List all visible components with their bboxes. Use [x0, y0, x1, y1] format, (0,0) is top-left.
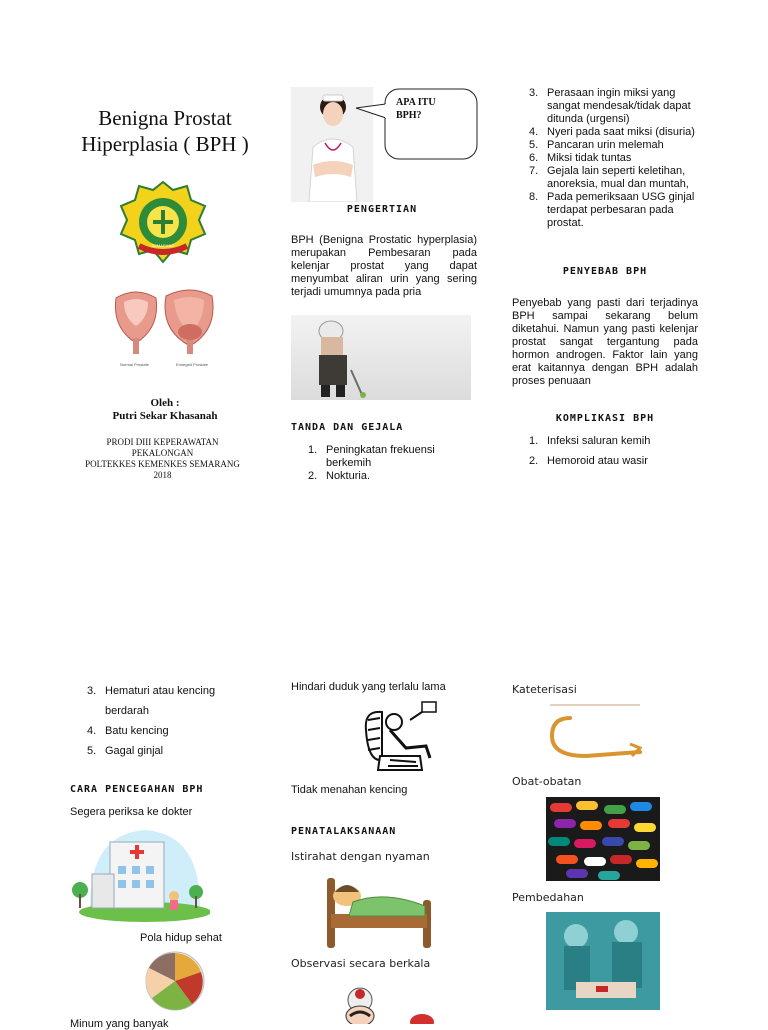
institution-line2: PEKALONGAN	[131, 448, 194, 458]
prostate-illustration	[108, 288, 218, 368]
old-man-image	[291, 315, 471, 400]
catheter-image	[546, 702, 642, 766]
tanda-heading: TANDA DAN GEJALA	[291, 422, 404, 433]
cover-year: 2018	[153, 470, 172, 480]
enlarged-prostate-icon	[165, 290, 213, 354]
tanda-item: 1. Peningkatan frekuensi berkemih	[308, 444, 435, 469]
komplikasi-list	[529, 435, 699, 468]
institution-block	[60, 437, 265, 481]
symptom-item: 7. Gejala lain seperti keletihan, anoreksia, mual dan muntah,	[529, 165, 689, 190]
institution-logo	[117, 180, 209, 266]
penatalaksanaan-item-1: Istirahat dengan nyaman	[291, 850, 430, 863]
komplikasi-item: 4. Batu kencing	[87, 725, 169, 737]
pencegahan-item-4: Hindari duduk yang terlalu lama	[291, 681, 446, 693]
logo-caption: SEMARANG	[151, 243, 175, 248]
author-label: Oleh :	[150, 397, 180, 409]
tanda-item: 2. Nokturia.	[308, 470, 371, 482]
enlarged-prostate-caption: Enlarged Prostate	[176, 362, 209, 367]
symptom-item: 5. Pancaran urin melemah	[529, 139, 664, 151]
resting-in-bed-illustration	[325, 870, 435, 950]
komplikasi-list-continued	[87, 681, 257, 761]
speech-bubble	[354, 88, 480, 162]
pills-image	[546, 797, 660, 881]
surgery-image	[546, 912, 660, 1010]
penatalaksanaan-item-2: Observasi secara berkala	[291, 957, 431, 970]
komplikasi-item: 1. Infeksi saluran kemih	[529, 435, 651, 447]
penyebab-text: Penyebab yang pasti dari terjadinya BPH sampai sekarang belum diketahui. Namun yang pasti kelenjar prostat sangat tergantung pada hormon androgen. Faktor lain yang erat kaitannya dengan BPH adalah proses penuaan	[512, 297, 698, 387]
penyebab-heading: PENYEBAB BPH	[562, 266, 648, 277]
author-block	[60, 397, 270, 423]
symptom-item: 4. Nyeri pada saat miksi (disuria)	[529, 126, 695, 138]
symptom-item: 8. Pada pemeriksaan USG ginjal terdapat perbesaran pada prostat.	[529, 191, 695, 229]
hospital-illustration	[70, 824, 210, 924]
normal-prostate-caption: Normal Prostate	[120, 362, 149, 367]
komplikasi-item: 2. Hemoroid atau wasir	[529, 455, 648, 467]
institution-line1: PRODI DIII KEPERAWATAN	[106, 437, 219, 447]
symptom-item: 3. Perasaan ingin miksi yang sangat mendesak/tidak dapat ditunda (urgensi)	[529, 87, 691, 125]
pencegahan-item-2: Pola hidup sehat	[140, 932, 222, 944]
tanda-list	[308, 444, 468, 483]
symptoms-list-continued	[529, 87, 699, 230]
cover-title-line1: Benigna Prostat	[98, 106, 232, 130]
institution-line3: POLTEKKES KEMENKES SEMARANG	[85, 459, 240, 469]
pencegahan-item-3: Minum yang banyak	[70, 1018, 169, 1030]
pencegahan-item-1: Segera periksa ke dokter	[70, 806, 193, 818]
sitting-man-illustration	[360, 700, 440, 776]
treatment-item-3: Pembedahan	[512, 891, 584, 904]
pengertian-text: BPH (Benigna Prostatic hyperplasia) merupakan Pembesaran pada kelenjar prostat yang dapat menyumbat aliran urin yang sering terjadi umumnya pada pria	[291, 234, 477, 298]
pencegahan-heading: CARA PENCEGAHAN BPH	[70, 784, 204, 795]
doctor-cartoon	[340, 982, 440, 1024]
treatment-item-2: Obat-obatan	[512, 775, 582, 788]
symptom-item: 6. Miksi tidak tuntas	[529, 152, 632, 164]
normal-prostate-icon	[115, 292, 156, 354]
cover-title-line2: Hiperplasia ( BPH )	[81, 132, 249, 156]
pengertian-heading: PENGERTIAN	[346, 204, 418, 215]
healthy-food-plate	[140, 950, 210, 1012]
penatalaksanaan-heading: PENATALAKSANAAN	[291, 826, 397, 837]
pencegahan-item-5: Tidak menahan kencing	[291, 784, 408, 796]
komplikasi-item: 3. Hematuri atau kencing berdarah	[87, 685, 216, 717]
speech-bubble-text: APA ITU BPH?	[396, 97, 436, 121]
cover-title	[60, 105, 270, 157]
komplikasi-item: 5. Gagal ginjal	[87, 745, 164, 757]
author-name: Putri Sekar Khasanah	[112, 410, 218, 422]
treatment-item-1: Kateterisasi	[512, 683, 577, 696]
komplikasi-heading: KOMPLIKASI BPH	[555, 413, 655, 424]
